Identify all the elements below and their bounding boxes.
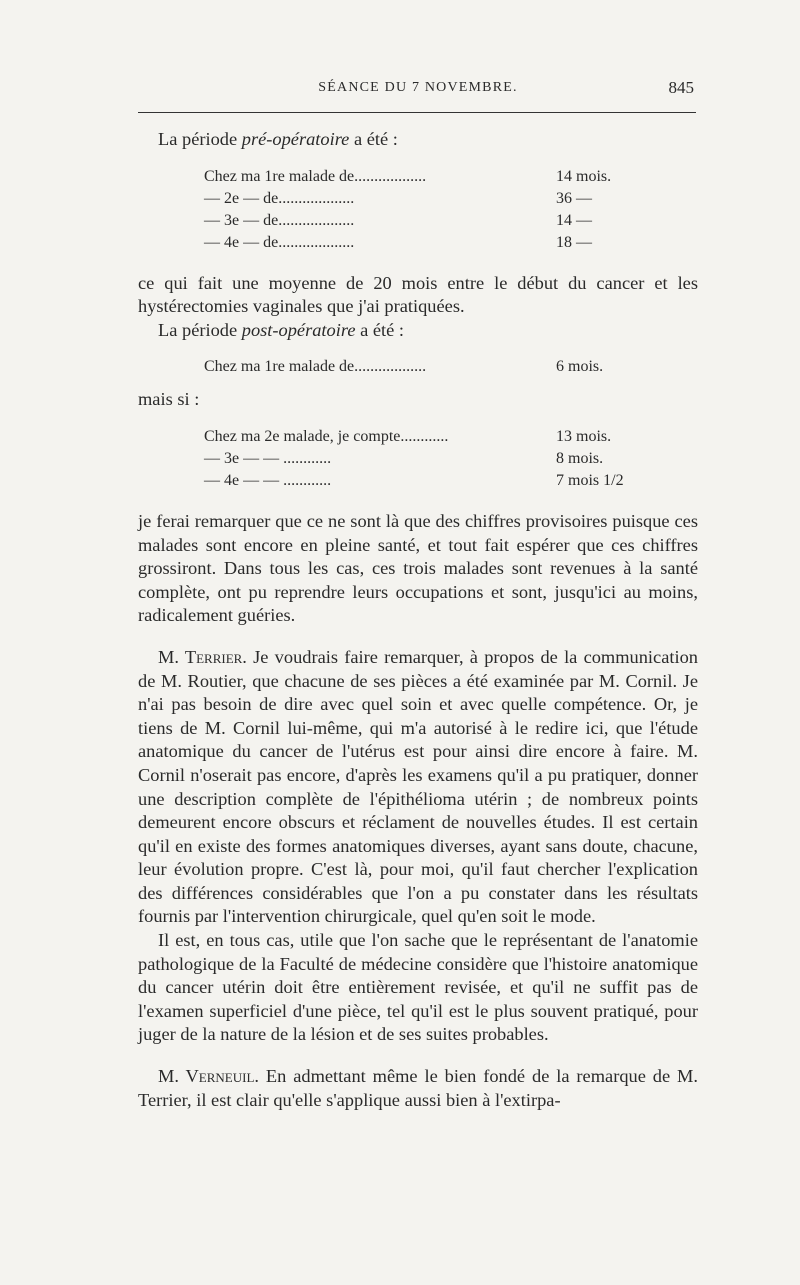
terrier-remark-continued: Il est, en tous cas, utile que l'on sache que le représentant de l'anatomie pathologique de la Faculté de médecine considère que l'histoire anatomique du cancer utérin doit être entièrement revisée, et qu'il ne suffit pas de l'examen superficiel d'une pièce, tel qu'il est le plus souvent pratiqué, pour juger de la nature de la lésion et de ses suites probables. [138,930,698,1045]
table-row [138,166,698,188]
pre-operative-intro: La période pré-opératoire a été : [158,129,398,149]
row-label: Chez ma 1re malade de.................. [204,167,427,185]
row-value: 6 mois. [556,358,604,376]
verneuil-remark: M. Verneuil. En admettant même le bien fondé de la remarque de M. Terrier, il est clair qu'elle s'applique aussi bien à l'extirpa- [138,1066,698,1110]
speaker-verneuil: M. Verneuil. [158,1066,259,1087]
post-operative-table-a [138,356,698,378]
row-value: 18 — [556,233,592,251]
row-value: 14 mois. [556,167,612,185]
page-body [138,128,698,1112]
post-operative-table-b [138,426,698,492]
pre-operative-table [138,166,698,254]
row-label: — 3e — — ............ [204,449,332,467]
post-operative-conclusion: je ferai remarquer que ce ne sont là que des chiffres provisoires puisque ces malades sont encore en pleine santé, et tout fait espérer que ces chiffres grossiront. Dans tous les cas, ces trois malades sont revenues à la santé complète, ont pu reprendre leurs occupations et sont, jusqu'ici au moins, radicalement guéries. [138,510,698,626]
table-row [138,210,698,232]
row-label: — 3e — de................... [204,211,355,229]
row-label: Chez ma 2e malade, je compte............ [204,427,449,445]
mais-si: mais si : [138,389,200,410]
row-value: 8 mois. [556,449,604,467]
running-head: SÉANCE DU 7 NOVEMBRE. [318,80,518,95]
page-number: 845 [668,78,694,97]
row-label: — 2e — de................... [204,189,355,207]
speaker-terrier: M. Terrier. [158,646,247,667]
table-row [138,232,698,254]
table-row [138,470,698,492]
table-row [138,188,698,210]
row-label: Chez ma 1re malade de.................. [204,358,427,376]
post-operative-intro: La période post-opératoire a été : [158,319,404,340]
pre-operative-conclusion: ce qui fait une moyenne de 20 mois entre le début du cancer et les hystérectomies vaginales que j'ai pratiquées. [138,272,698,317]
row-label: — 4e — — ............ [204,471,332,489]
terrier-remark: M. Terrier. Je voudrais faire remarquer, à propos de la communication de M. Routier, que chacune de ses pièces a été examinée par M. Cornil. Je n'ai pas besoin de dire avec quel soin et avec quelle compétence. Or, je tiens de M. Cornil lui-même, qui m'a autorisé à le redire ici, que l'étude anatomique du cancer de l'utérus est pour ainsi dire encore à faire. M. Cornil n'oserait pas encore, d'après les examens qu'il a pu pratiquer, donner une description complète de l'épithélioma utérin ; de nombreux points demeurent encore obscurs et réclament de nouvelles études. Il est certain qu'il en existe des formes anatomiques diverses, ayant sans doute, chacune, leur évolution propre. C'est là, pour moi, qu'il faut chercher l'explication des différences considérables que l'on a pu constater dans les résultats fournis par l'intervention chirurgicale, quel qu'en soit le mode. [138,646,698,927]
page-header [138,80,698,104]
row-value: 7 mois 1/2 [556,471,624,489]
table-row [138,448,698,470]
row-value: 36 — [556,189,592,207]
header-rule [138,112,696,113]
table-row [138,426,698,448]
row-label: — 4e — de................... [204,233,355,251]
row-value: 13 mois. [556,427,612,445]
row-value: 14 — [556,211,592,229]
table-row [138,356,698,378]
